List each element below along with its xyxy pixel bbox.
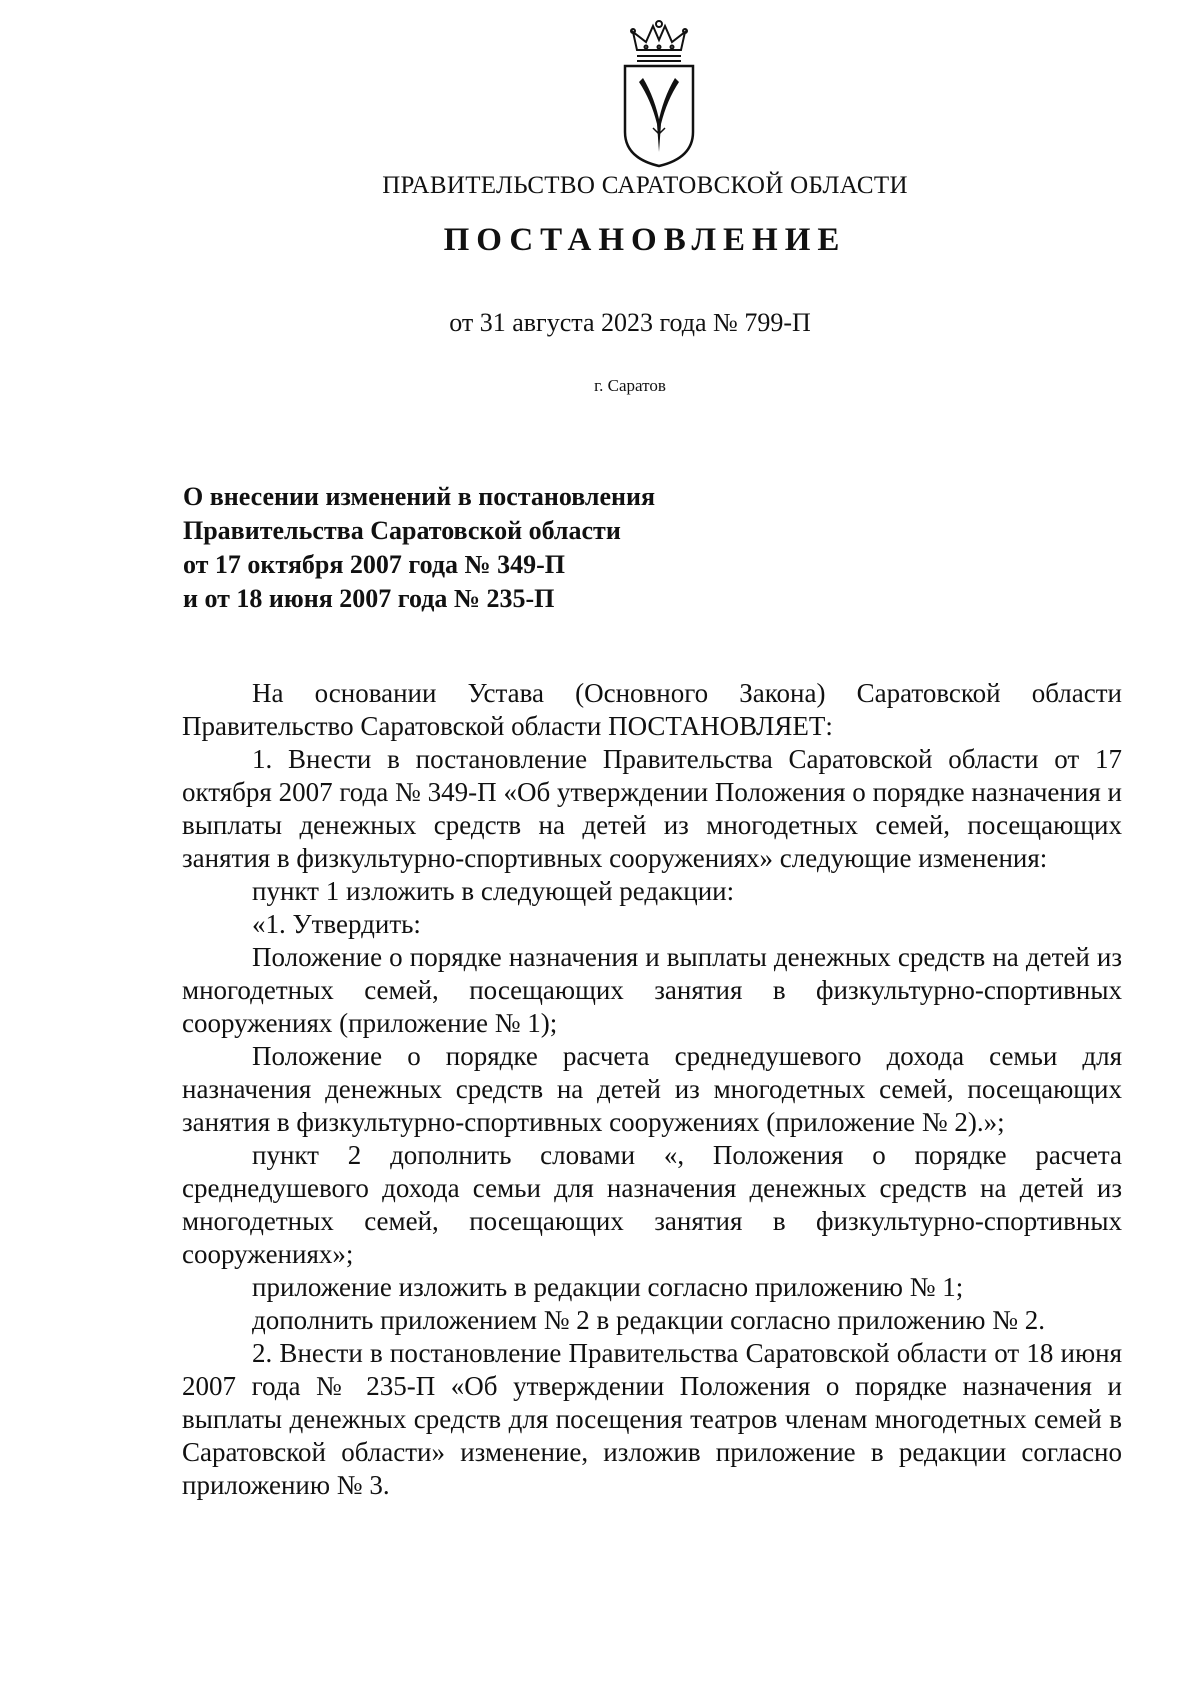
body-paragraph: Положение о порядке расчета среднедушевого дохода семьи для назначения денежных средств на детей из многодетных семей, посещающих занятия в физкультурно-спортивных сооружениях (приложение № 2).»;	[182, 1041, 1122, 1137]
subject-line: от 17 октября 2007 года № 349-П	[183, 550, 566, 579]
subject-line: и от 18 июня 2007 года № 235-П	[183, 584, 555, 613]
subject-line: О внесении изменений в постановления	[183, 482, 656, 511]
subject-line: Правительства Саратовской области	[183, 516, 621, 545]
body-paragraph: пункт 2 дополнить словами «, Положения о порядке расчета среднедушевого дохода семьи для назначения денежных средств на детей из многодетных семей, посещающих занятия в физкультурно-спортивных сооружениях»;	[182, 1140, 1122, 1269]
document-body	[182, 677, 1122, 1502]
date-and-number: от 31 августа 2023 года № 799-П	[449, 308, 811, 337]
body-paragraph: 1. Внести в постановление Правительства Саратовской области от 17 октября 2007 года № 349-П «Об утверждении Положения о порядке назначения и выплаты денежных средств на детей из многодетных семей, посещающих занятия в физкультурно-спортивных сооружениях» следующие изменения:	[182, 744, 1122, 873]
body-paragraph: приложение изложить в редакции согласно приложению № 1;	[252, 1272, 964, 1302]
coat-of-arms-icon	[613, 20, 705, 170]
document-subject	[183, 480, 883, 616]
city: г. Саратов	[594, 376, 666, 395]
government-name: ПРАВИТЕЛЬСТВО САРАТОВСКОЙ ОБЛАСТИ	[382, 172, 908, 199]
body-paragraph: Положение о порядке назначения и выплаты денежных средств на детей из многодетных семей, посещающих занятия в физкультурно-спортивных сооружениях (приложение № 1);	[182, 942, 1122, 1038]
body-paragraph: пункт 1 изложить в следующей редакции:	[252, 876, 735, 906]
document-type: ПОСТАНОВЛЕНИЕ	[443, 222, 847, 258]
body-paragraph: дополнить приложением № 2 в редакции согласно приложению № 2.	[252, 1305, 1045, 1335]
body-paragraph: На основании Устава (Основного Закона) Саратовской области Правительство Саратовской области ПОСТАНОВЛЯЕТ:	[182, 678, 1122, 741]
body-paragraph: «1. Утвердить:	[252, 909, 421, 939]
body-paragraph: 2. Внести в постановление Правительства Саратовской области от 18 июня 2007 года № 235-П «Об утверждении Положения о порядке назначения и выплаты денежных средств для посещения театров членам многодетных семей в Саратовской области» изменение, изложив приложение в редакции согласно приложению № 3.	[182, 1338, 1122, 1500]
